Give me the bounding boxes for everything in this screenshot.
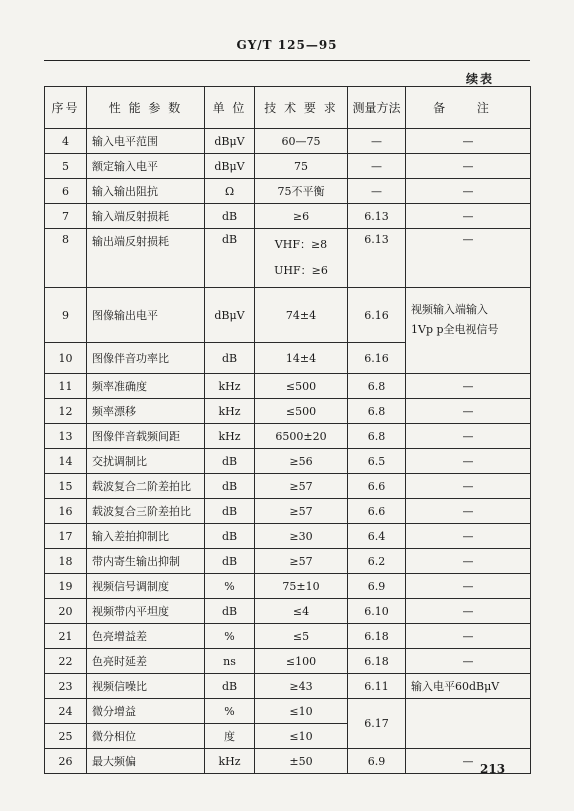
table-row [45,424,531,449]
row-requirement: 75±10 [255,574,348,599]
row-unit: ns [205,649,255,674]
table-row [45,204,531,229]
row-no: 16 [45,499,87,524]
row-requirement: 6500±20 [255,424,348,449]
row-note: — [406,749,531,774]
row-unit: % [205,624,255,649]
row-requirement: ≤5 [255,624,348,649]
row-requirement: ≤100 [255,649,348,674]
row-note: — [406,549,531,574]
table-row [45,599,531,624]
row-param: 视频信噪比 [87,674,205,699]
row-requirement: ≤4 [255,599,348,624]
row-unit: dB [205,524,255,549]
row-unit: dBμV [205,288,255,343]
table-row [45,649,531,674]
row-no: 11 [45,374,87,399]
row-note: — [406,154,531,179]
row-method: 6.13 [348,204,406,229]
row-no: 14 [45,449,87,474]
row-param: 输入输出阻抗 [87,179,205,204]
table-row [45,574,531,599]
row-method: 6.4 [348,524,406,549]
table-row [45,399,531,424]
row-note: — [406,624,531,649]
row-method: 6.11 [348,674,406,699]
row-requirement: 14±4 [255,343,348,374]
row-unit: % [205,699,255,724]
row-method: — [348,154,406,179]
row-unit: dB [205,204,255,229]
row-param: 图像伴音功率比 [87,343,205,374]
table-row [45,624,531,649]
row-param: 载波复合二阶差拍比 [87,474,205,499]
row-method: 6.16 [348,288,406,343]
row-note: — [406,599,531,624]
row-no: 10 [45,343,87,374]
row-param: 频率漂移 [87,399,205,424]
row-note [406,288,531,374]
row-param: 载波复合三阶差拍比 [87,499,205,524]
row-no: 26 [45,749,87,774]
col-header-unit: 单 位 [205,87,255,129]
row-method: 6.16 [348,343,406,374]
row-note: — [406,574,531,599]
row-unit: dB [205,499,255,524]
row-requirement: ≥43 [255,674,348,699]
table-row [45,129,531,154]
row-param: 输入差拍抑制比 [87,524,205,549]
note-line-2: 1Vp p全电视信号 [411,323,499,336]
table-header-row [45,87,531,129]
table-row [45,749,531,774]
row-unit: dB [205,449,255,474]
table-row [45,374,531,399]
table-row [45,449,531,474]
row-no: 21 [45,624,87,649]
row-unit: dB [205,549,255,574]
row-note: — [406,474,531,499]
row-requirement: ≥30 [255,524,348,549]
row-no: 8 [45,229,87,288]
row-unit: % [205,574,255,599]
row-method: 6.6 [348,499,406,524]
row-param: 色亮时延差 [87,649,205,674]
row-param: 图像伴音载频间距 [87,424,205,449]
row-unit: kHz [205,399,255,424]
row-no: 15 [45,474,87,499]
row-method: 6.2 [348,549,406,574]
row-requirement: ±50 [255,749,348,774]
row-unit: dB [205,343,255,374]
row-requirement: ≤500 [255,374,348,399]
row-no: 25 [45,724,87,749]
row-no: 20 [45,599,87,624]
row-method: 6.10 [348,599,406,624]
row-method: 6.8 [348,399,406,424]
row-no: 12 [45,399,87,424]
row-unit: dBμV [205,129,255,154]
row-no: 13 [45,424,87,449]
row-method: 6.8 [348,424,406,449]
row-requirement: ≤10 [255,724,348,749]
row-method: 6.5 [348,449,406,474]
row-no: 24 [45,699,87,724]
row-note: — [406,179,531,204]
row-no: 4 [45,129,87,154]
row-requirement [255,229,348,288]
row-unit: dBμV [205,154,255,179]
row-unit: dB [205,599,255,624]
table-row [45,474,531,499]
row-note: — [406,204,531,229]
row-unit: dB [205,474,255,499]
row-requirement: ≥57 [255,474,348,499]
table-row [45,524,531,549]
row-note: — [406,374,531,399]
row-method: 6.13 [348,229,406,288]
row-note: — [406,229,531,288]
row-unit: kHz [205,749,255,774]
row-unit: Ω [205,179,255,204]
table-row [45,154,531,179]
row-param: 额定输入电平 [87,154,205,179]
row-requirement: ≤10 [255,699,348,724]
row-note: — [406,499,531,524]
row-unit: dB [205,674,255,699]
row-no: 18 [45,549,87,574]
row-method: — [348,129,406,154]
row-param: 视频带内平坦度 [87,599,205,624]
requirement-vhf: VHF：≥8 [274,238,328,251]
table-row [45,288,531,343]
row-no: 5 [45,154,87,179]
row-method: 6.17 [348,699,406,749]
row-method: 6.8 [348,374,406,399]
row-requirement: ≤500 [255,399,348,424]
row-no: 17 [45,524,87,549]
row-no: 23 [45,674,87,699]
row-method: 6.18 [348,624,406,649]
row-param: 色亮增益差 [87,624,205,649]
row-note: — [406,424,531,449]
row-param: 图像输出电平 [87,288,205,343]
row-note: — [406,399,531,424]
requirement-uhf: UHF：≥6 [274,264,328,277]
row-note: — [406,449,531,474]
table-row [45,549,531,574]
row-param: 视频信号调制度 [87,574,205,599]
row-no: 6 [45,179,87,204]
row-no: 9 [45,288,87,343]
col-header-method: 测量方法 [348,87,406,129]
row-method: — [348,179,406,204]
page-number: 213 [480,762,506,776]
row-method: 6.9 [348,749,406,774]
table-row [45,499,531,524]
row-method: 6.9 [348,574,406,599]
row-no: 7 [45,204,87,229]
col-header-no: 序号 [45,87,87,129]
row-requirement: ≥56 [255,449,348,474]
row-param: 微分增益 [87,699,205,724]
header-rule [44,60,530,61]
standard-header: GY/T 125—95 [236,38,338,52]
continued-label: 续表 [466,72,495,86]
row-requirement: 74±4 [255,288,348,343]
row-no: 22 [45,649,87,674]
col-header-requirement: 技 术 要 求 [255,87,348,129]
row-requirement: 75不平衡 [255,179,348,204]
col-header-note: 备 注 [406,87,531,129]
row-requirement: ≥57 [255,499,348,524]
row-requirement: 60—75 [255,129,348,154]
row-method: 6.18 [348,649,406,674]
note-line-1: 视频输入端输入 [411,303,488,316]
row-note: — [406,649,531,674]
row-param: 微分相位 [87,724,205,749]
row-note: — [406,129,531,154]
row-note: — [406,524,531,549]
row-param: 最大频偏 [87,749,205,774]
row-unit: 度 [205,724,255,749]
row-note [406,699,531,749]
row-param: 交扰调制比 [87,449,205,474]
row-requirement: 75 [255,154,348,179]
row-param: 输入电平范围 [87,129,205,154]
row-requirement: ≥6 [255,204,348,229]
row-param: 输入端反射损耗 [87,204,205,229]
table-row [45,674,531,699]
spec-table [44,86,531,774]
row-param: 输出端反射损耗 [87,229,205,288]
row-no: 19 [45,574,87,599]
row-param: 频率准确度 [87,374,205,399]
table-row [45,699,531,724]
row-unit: kHz [205,424,255,449]
row-note: 输入电平60dBμV [406,674,531,699]
table-row [45,179,531,204]
table-row [45,229,531,288]
row-param: 带内寄生输出抑制 [87,549,205,574]
row-requirement: ≥57 [255,549,348,574]
row-unit: kHz [205,374,255,399]
row-unit: dB [205,229,255,288]
row-method: 6.6 [348,474,406,499]
col-header-param: 性 能 参 数 [87,87,205,129]
